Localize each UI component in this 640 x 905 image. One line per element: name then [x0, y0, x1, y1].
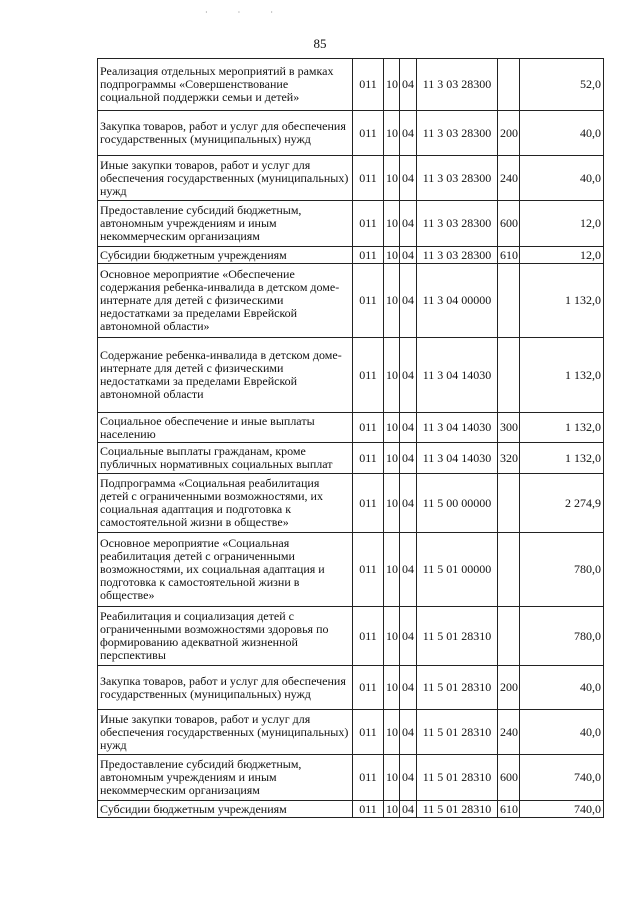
- row-expense-type: [498, 533, 520, 607]
- row-amount: 1 132,0: [520, 264, 604, 338]
- row-ved-code: 011: [353, 111, 384, 156]
- row-name: Основное мероприятие «Социальная реабилитация детей с ограниченными возможностями, их социальная адаптация и подготовка к самостоятельной жизни в обществе»: [98, 533, 353, 607]
- table-row: [98, 156, 604, 201]
- row-amount: 780,0: [520, 607, 604, 666]
- row-name: Основное мероприятие «Обеспечение содержания ребенка-инвалида в детском доме-интернате для детей с физическими недостатками за пределами Еврейской автономной области»: [98, 264, 353, 338]
- row-ved-code: 011: [353, 443, 384, 474]
- row-expense-type: [498, 338, 520, 413]
- budget-table: [97, 58, 604, 818]
- row-subsection-code: 04: [400, 201, 417, 247]
- row-target-article: 11 3 03 28300: [417, 247, 498, 264]
- row-target-article: 11 3 03 28300: [417, 59, 498, 111]
- row-ved-code: 011: [353, 533, 384, 607]
- row-expense-type: 240: [498, 156, 520, 201]
- row-subsection-code: 04: [400, 443, 417, 474]
- row-expense-type: [498, 474, 520, 533]
- row-ved-code: 011: [353, 413, 384, 443]
- row-section-code: 10: [384, 111, 400, 156]
- row-target-article: 11 5 01 28310: [417, 755, 498, 801]
- row-amount: 40,0: [520, 156, 604, 201]
- row-target-article: 11 5 01 00000: [417, 533, 498, 607]
- table-row: [98, 264, 604, 338]
- row-amount: 780,0: [520, 533, 604, 607]
- row-ved-code: 011: [353, 156, 384, 201]
- table-row: [98, 666, 604, 710]
- row-expense-type: 300: [498, 413, 520, 443]
- row-target-article: 11 3 03 28300: [417, 156, 498, 201]
- row-amount: 40,0: [520, 666, 604, 710]
- row-expense-type: [498, 607, 520, 666]
- row-section-code: 10: [384, 413, 400, 443]
- row-target-article: 11 5 00 00000: [417, 474, 498, 533]
- row-section-code: 10: [384, 474, 400, 533]
- row-amount: 40,0: [520, 111, 604, 156]
- row-name: Закупка товаров, работ и услуг для обеспечения государственных (муниципальных) нужд: [98, 666, 353, 710]
- row-ved-code: 011: [353, 59, 384, 111]
- budget-table-body: [98, 59, 604, 818]
- row-name: Подпрограмма «Социальная реабилитация детей с ограниченными возможностями, их социальная адаптация и подготовка к самостоятельной жизни в обществе»: [98, 474, 353, 533]
- row-name: Социальное обеспечение и иные выплаты населению: [98, 413, 353, 443]
- table-row: [98, 474, 604, 533]
- row-expense-type: [498, 264, 520, 338]
- row-section-code: 10: [384, 533, 400, 607]
- row-name: Реализация отдельных мероприятий в рамках подпрограммы «Совершенствование социальной поддержки семьи и детей»: [98, 59, 353, 111]
- row-name: Иные закупки товаров, работ и услуг для обеспечения государственных (муниципальных) нужд: [98, 156, 353, 201]
- row-ved-code: 011: [353, 666, 384, 710]
- table-row: [98, 201, 604, 247]
- row-amount: 40,0: [520, 710, 604, 755]
- table-row: [98, 338, 604, 413]
- row-target-article: 11 5 01 28310: [417, 666, 498, 710]
- row-name: Предоставление субсидий бюджетным, автономным учреждениям и иным некоммерческим организациям: [98, 201, 353, 247]
- row-section-code: 10: [384, 801, 400, 818]
- table-row: [98, 443, 604, 474]
- row-target-article: 11 5 01 28310: [417, 801, 498, 818]
- row-ved-code: 011: [353, 755, 384, 801]
- row-section-code: 10: [384, 666, 400, 710]
- row-expense-type: 320: [498, 443, 520, 474]
- row-subsection-code: 04: [400, 247, 417, 264]
- row-subsection-code: 04: [400, 413, 417, 443]
- row-section-code: 10: [384, 156, 400, 201]
- row-target-article: 11 3 03 28300: [417, 111, 498, 156]
- row-expense-type: [498, 59, 520, 111]
- row-amount: 12,0: [520, 247, 604, 264]
- row-subsection-code: 04: [400, 801, 417, 818]
- row-section-code: 10: [384, 755, 400, 801]
- table-row: [98, 607, 604, 666]
- row-section-code: 10: [384, 338, 400, 413]
- row-amount: 1 132,0: [520, 443, 604, 474]
- table-row: [98, 755, 604, 801]
- row-amount: 1 132,0: [520, 413, 604, 443]
- row-target-article: 11 3 04 14030: [417, 443, 498, 474]
- row-expense-type: 610: [498, 801, 520, 818]
- scan-specks: · · ·: [205, 8, 287, 17]
- row-target-article: 11 3 03 28300: [417, 201, 498, 247]
- row-name: Предоставление субсидий бюджетным, автономным учреждениям и иным некоммерческим организациям: [98, 755, 353, 801]
- row-subsection-code: 04: [400, 264, 417, 338]
- row-ved-code: 011: [353, 710, 384, 755]
- row-section-code: 10: [384, 247, 400, 264]
- row-name: Содержание ребенка-инвалида в детском доме-интернате для детей с физическими недостатками за пределами Еврейской автономной области: [98, 338, 353, 413]
- row-name: Субсидии бюджетным учреждениям: [98, 801, 353, 818]
- row-subsection-code: 04: [400, 755, 417, 801]
- row-expense-type: 600: [498, 201, 520, 247]
- row-amount: 740,0: [520, 801, 604, 818]
- row-ved-code: 011: [353, 801, 384, 818]
- row-target-article: 11 5 01 28310: [417, 607, 498, 666]
- row-subsection-code: 04: [400, 710, 417, 755]
- row-subsection-code: 04: [400, 474, 417, 533]
- row-expense-type: 610: [498, 247, 520, 264]
- row-ved-code: 011: [353, 247, 384, 264]
- table-row: [98, 801, 604, 818]
- row-subsection-code: 04: [400, 111, 417, 156]
- row-section-code: 10: [384, 443, 400, 474]
- row-subsection-code: 04: [400, 338, 417, 413]
- row-section-code: 10: [384, 59, 400, 111]
- row-subsection-code: 04: [400, 607, 417, 666]
- row-amount: 52,0: [520, 59, 604, 111]
- row-subsection-code: 04: [400, 59, 417, 111]
- row-section-code: 10: [384, 607, 400, 666]
- row-ved-code: 011: [353, 474, 384, 533]
- row-name: Закупка товаров, работ и услуг для обеспечения государственных (муниципальных) нужд: [98, 111, 353, 156]
- row-ved-code: 011: [353, 201, 384, 247]
- row-expense-type: 600: [498, 755, 520, 801]
- row-subsection-code: 04: [400, 666, 417, 710]
- row-target-article: 11 3 04 14030: [417, 413, 498, 443]
- row-section-code: 10: [384, 710, 400, 755]
- row-ved-code: 011: [353, 607, 384, 666]
- row-subsection-code: 04: [400, 533, 417, 607]
- row-section-code: 10: [384, 264, 400, 338]
- row-expense-type: 200: [498, 111, 520, 156]
- row-ved-code: 011: [353, 338, 384, 413]
- row-name: Реабилитация и социализация детей с ограниченными возможностями здоровья по формированию адекватной жизненной перспективы: [98, 607, 353, 666]
- table-row: [98, 413, 604, 443]
- page-number: 85: [313, 36, 327, 51]
- row-expense-type: 240: [498, 710, 520, 755]
- row-name: Социальные выплаты гражданам, кроме публичных нормативных социальных выплат: [98, 443, 353, 474]
- row-name: Субсидии бюджетным учреждениям: [98, 247, 353, 264]
- row-amount: 1 132,0: [520, 338, 604, 413]
- row-target-article: 11 5 01 28310: [417, 710, 498, 755]
- row-amount: 2 274,9: [520, 474, 604, 533]
- table-row: [98, 247, 604, 264]
- row-amount: 740,0: [520, 755, 604, 801]
- table-row: [98, 59, 604, 111]
- table-row: [98, 710, 604, 755]
- row-target-article: 11 3 04 14030: [417, 338, 498, 413]
- row-section-code: 10: [384, 201, 400, 247]
- table-row: [98, 111, 604, 156]
- table-row: [98, 533, 604, 607]
- row-expense-type: 200: [498, 666, 520, 710]
- row-subsection-code: 04: [400, 156, 417, 201]
- row-amount: 12,0: [520, 201, 604, 247]
- row-ved-code: 011: [353, 264, 384, 338]
- row-target-article: 11 3 04 00000: [417, 264, 498, 338]
- row-name: Иные закупки товаров, работ и услуг для обеспечения государственных (муниципальных) нужд: [98, 710, 353, 755]
